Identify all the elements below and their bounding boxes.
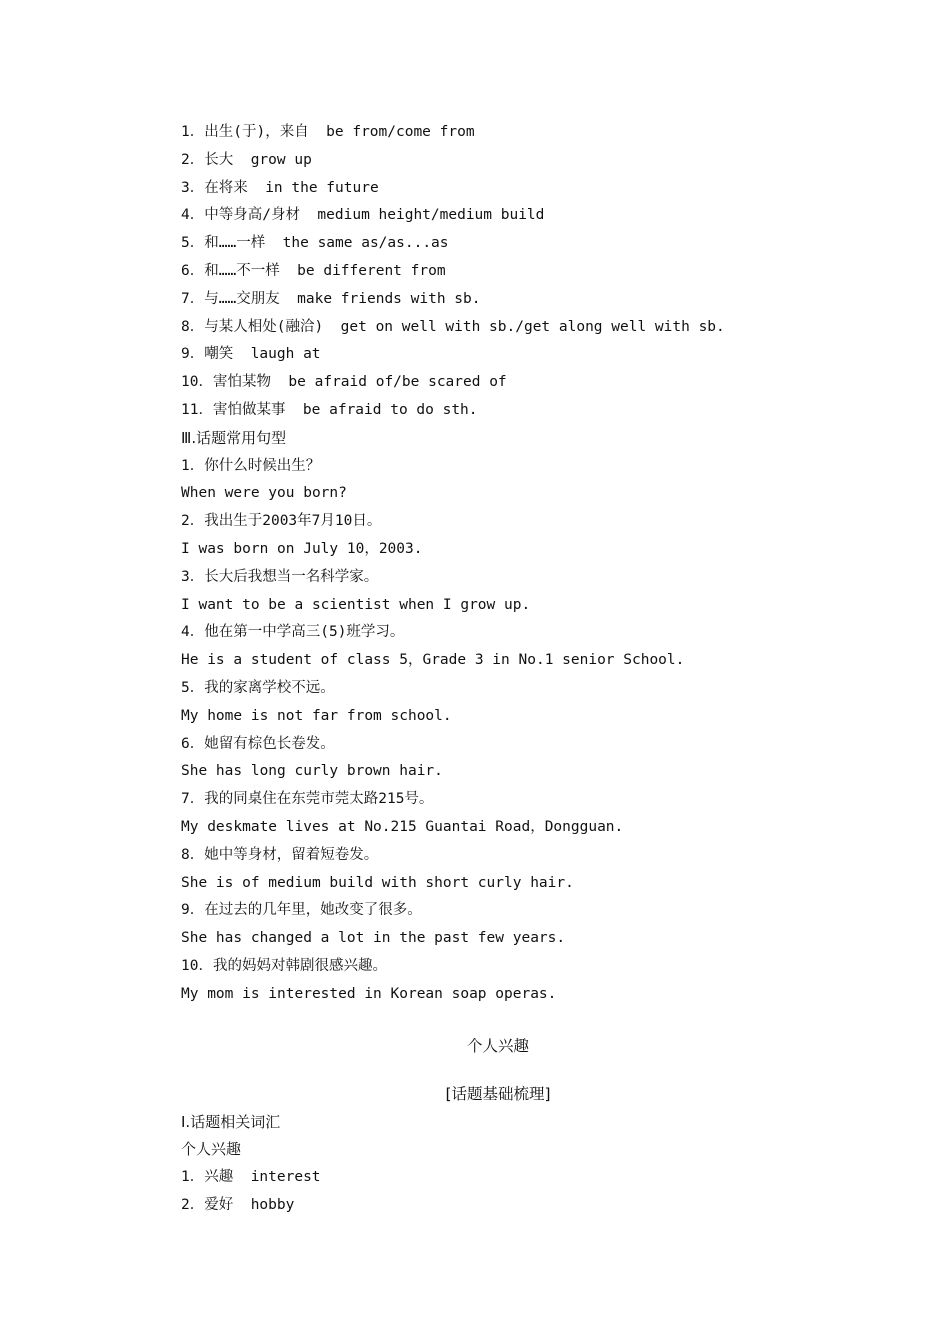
sentence-cn: 7．我的同桌住在东莞市莞太路215号。	[181, 791, 434, 808]
phrase-item: 11．害怕做某事 be afraid to do sth.	[181, 401, 478, 418]
phrase-list	[181, 119, 801, 425]
topic-title: 个人兴趣	[466, 1036, 529, 1055]
sentence-list	[181, 453, 801, 1009]
word-item: 1．兴趣 interest	[181, 1169, 321, 1186]
sentence-en: He is a student of class 5，Grade 3 in No.1 senior School.	[181, 652, 685, 669]
sentence-en: She has long curly brown hair.	[181, 763, 443, 780]
page-content	[181, 119, 801, 1220]
sentence-en: I was born on July 10，2003.	[181, 540, 423, 557]
sentence-cn: 3．长大后我想当一名科学家。	[181, 568, 379, 585]
phrase-item: 1．出生(于)，来自 be from/come from	[181, 124, 475, 140]
section-heading: Ⅲ.话题常用句型	[181, 428, 287, 447]
phrase-item: 6．和……不一样 be different from	[181, 262, 446, 279]
sentence-en: My deskmate lives at No.215 Guantai Road，Dongguan.	[181, 818, 624, 835]
category-label: 个人兴趣	[181, 1140, 242, 1159]
sentence-en: She is of medium build with short curly hair.	[181, 874, 574, 891]
phrase-item: 8．与某人相处(融洽) get on well with sb./get along well with sb.	[181, 318, 725, 335]
phrase-item: 3．在将来 in the future	[181, 179, 379, 196]
sentence-cn: 9．在过去的几年里，她改变了很多。	[181, 902, 422, 919]
sentence-cn: 1．你什么时候出生？	[181, 457, 321, 474]
phrase-item: 7．与……交朋友 make friends with sb.	[181, 290, 481, 307]
section-heading: Ⅰ.话题相关词汇	[181, 1112, 281, 1131]
sentence-cn: 6．她留有棕色长卷发。	[181, 735, 335, 752]
phrase-item: 2．长大 grow up	[181, 151, 312, 168]
sentence-en: She has changed a lot in the past few years.	[181, 930, 566, 947]
sentence-cn: 8．她中等身材，留着短卷发。	[181, 846, 379, 863]
sentence-en: My mom is interested in Korean soap operas.	[181, 985, 557, 1002]
word-list	[181, 1164, 801, 1220]
phrase-item: 4．中等身高/身材 medium height/medium build	[181, 207, 545, 224]
phrase-item: 10．害怕某物 be afraid of/be scared of	[181, 374, 507, 391]
sentence-en: I want to be a scientist when I grow up.	[181, 596, 531, 613]
sentence-cn: 5．我的家离学校不远。	[181, 679, 335, 696]
sentence-cn: 4．他在第一中学高三(5)班学习。	[181, 624, 405, 641]
phrase-item: 5．和……一样 the same as/as...as	[181, 235, 449, 252]
word-item: 2．爱好 hobby	[181, 1196, 295, 1213]
phrase-item: 9．嘲笑 laugh at	[181, 346, 321, 363]
sentence-en: When were you born?	[181, 485, 347, 502]
sentence-en: My home is not far from school.	[181, 707, 452, 724]
sentence-cn: 10．我的妈妈对韩剧很感兴趣。	[181, 957, 387, 974]
sentence-cn: 2．我出生于2003年7月10日。	[181, 513, 382, 530]
topic-subtitle: [话题基础梳理]	[445, 1084, 551, 1103]
